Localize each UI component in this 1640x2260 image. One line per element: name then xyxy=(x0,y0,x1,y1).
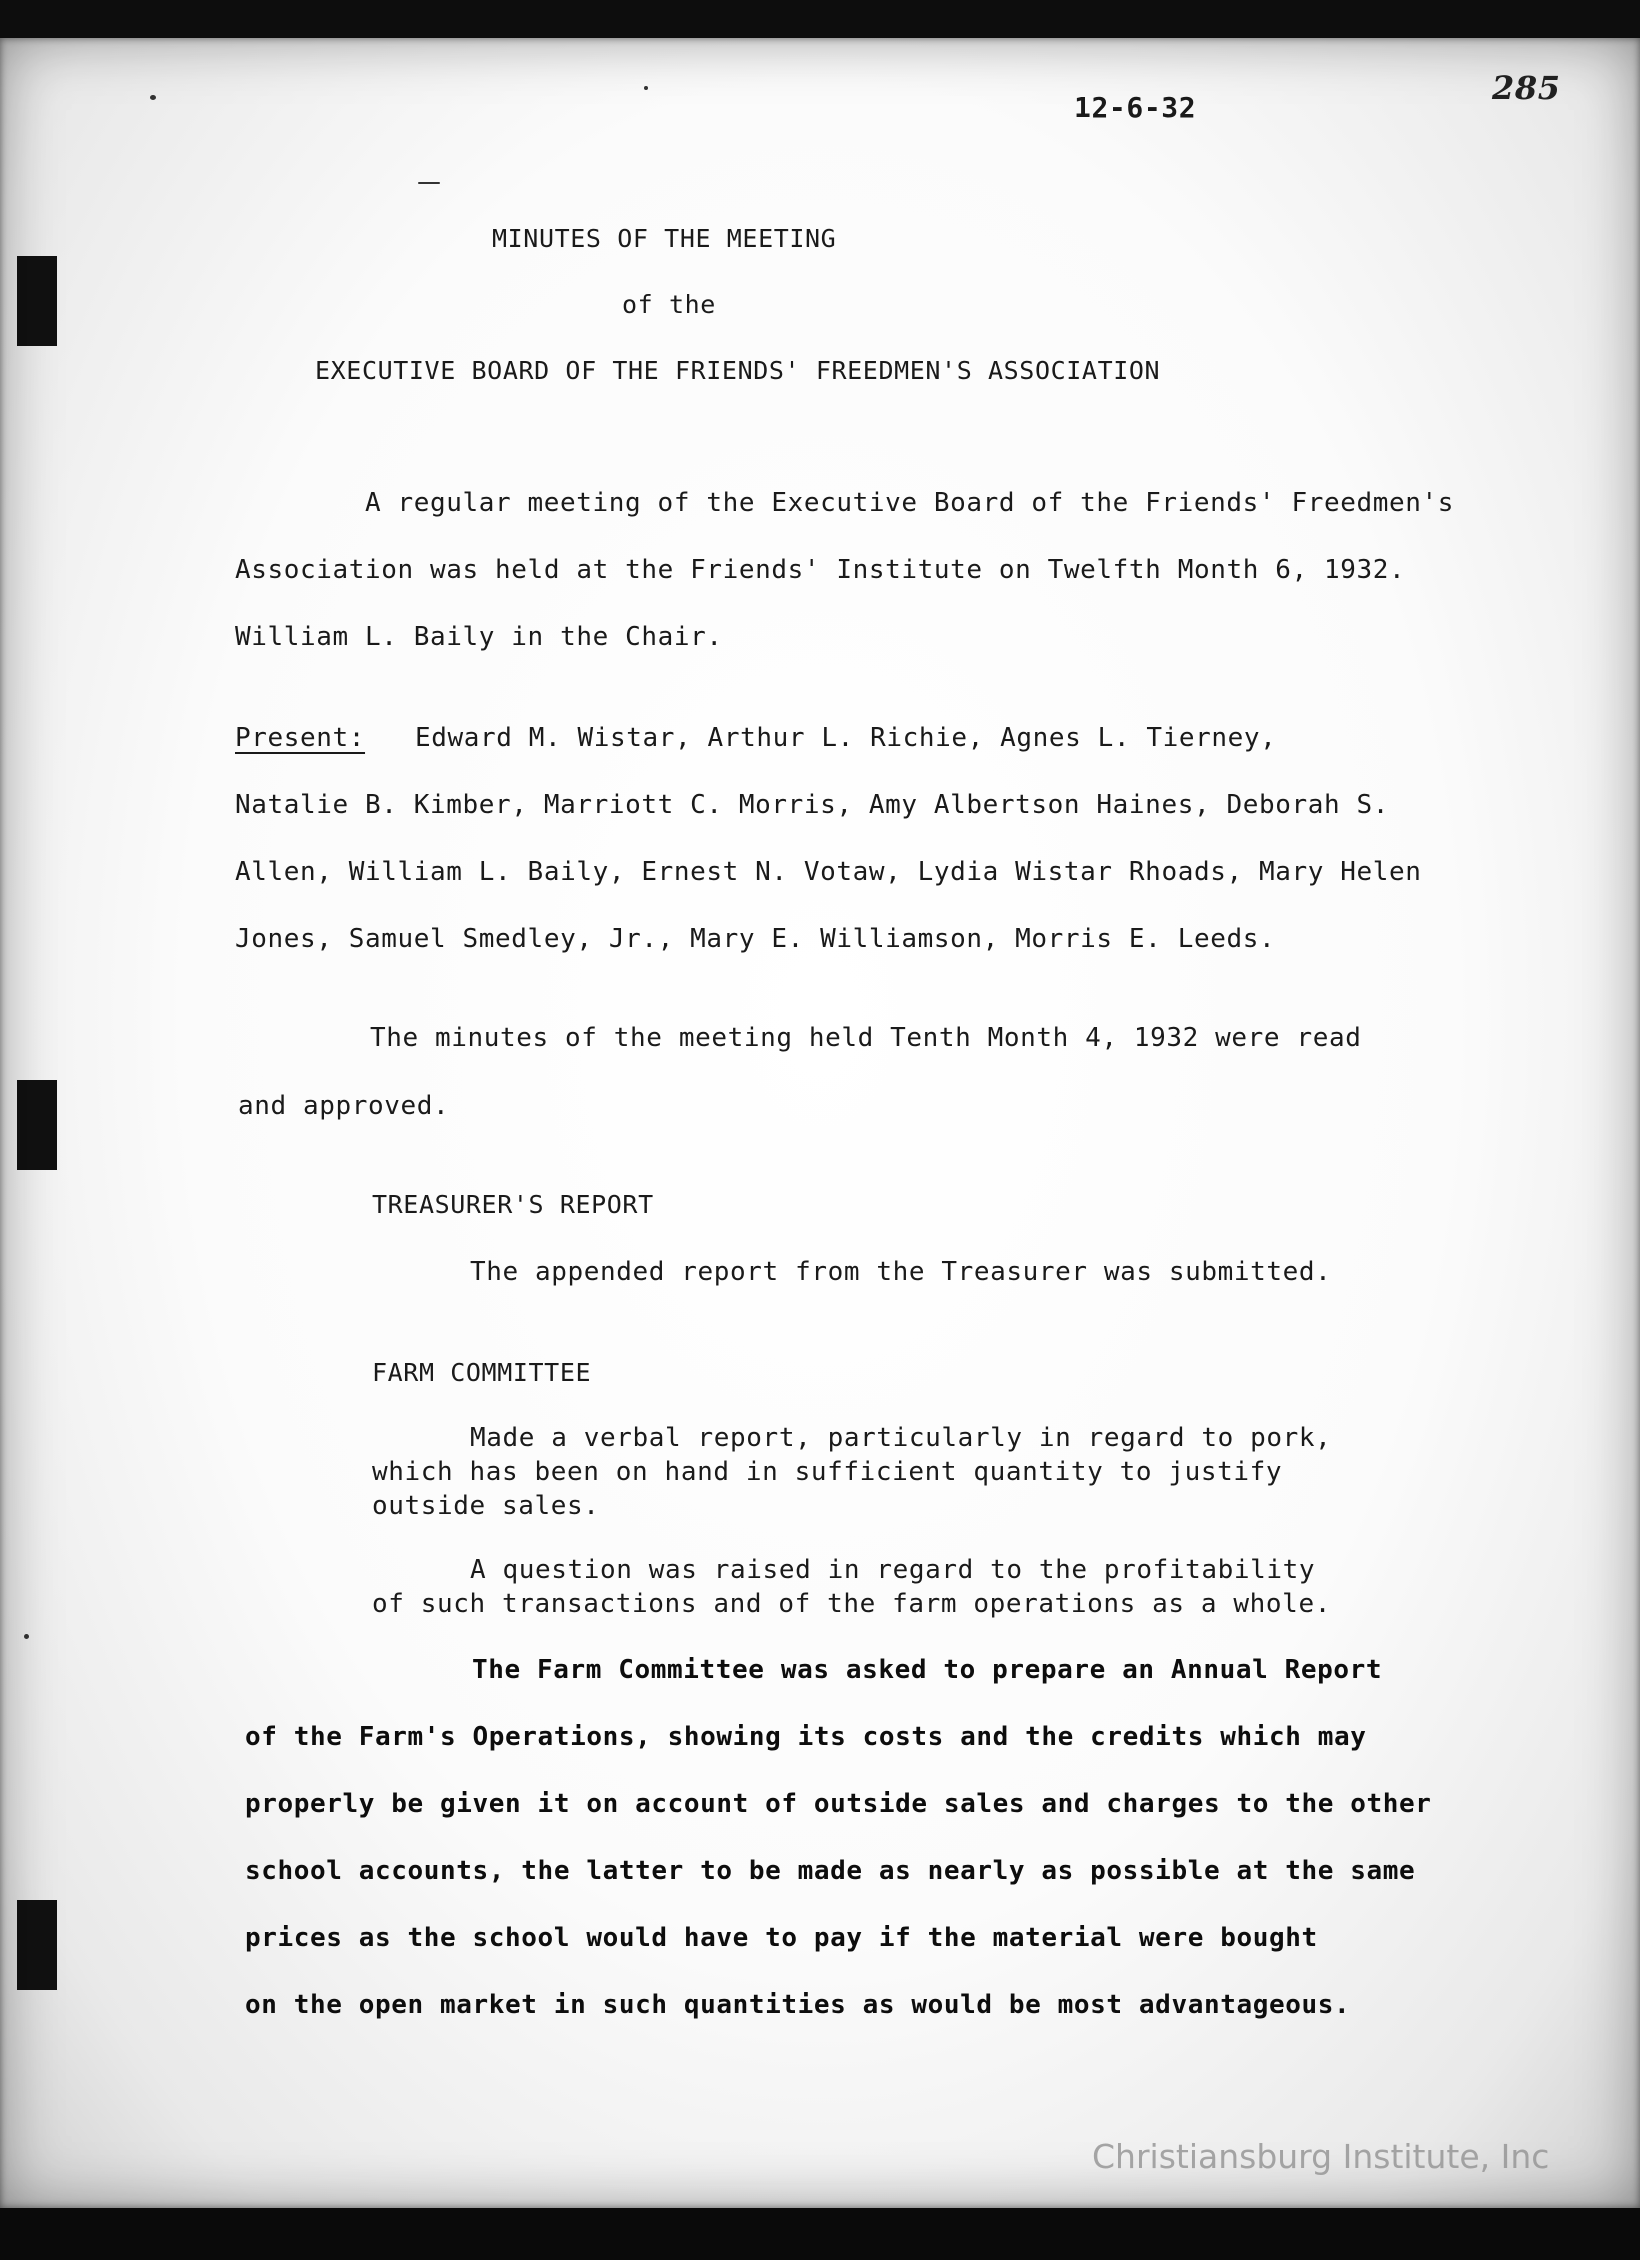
folio-number: 285 xyxy=(1492,69,1561,107)
farm-para1-line: which has been on hand in sufficient quantity to justify xyxy=(372,1457,1283,1487)
farm-para3-line: of the Farm's Operations, showing its costs and the credits which may xyxy=(245,1722,1367,1752)
present-line: Edward M. Wistar, Arthur L. Richie, Agnes L. Tierney, xyxy=(415,723,1277,753)
farm-para2-line: of such transactions and of the farm operations as a whole. xyxy=(372,1589,1331,1619)
film-border xyxy=(0,2208,1640,2260)
present-label: Present: xyxy=(235,723,366,753)
document-date: 12-6-32 xyxy=(1074,91,1197,124)
watermark: Christiansburg Institute, Inc xyxy=(1092,2137,1550,2176)
farm-para3-line: properly be given it on account of outside sales and charges to the other xyxy=(245,1789,1432,1819)
present-line: Jones, Samuel Smedley, Jr., Mary E. Williamson, Morris E. Leeds. xyxy=(235,924,1276,954)
farm-para1-line: Made a verbal report, particularly in regard to pork, xyxy=(470,1423,1332,1453)
registration-mark xyxy=(17,256,57,346)
minutes-line: The minutes of the meeting held Tenth Month 4, 1932 were read xyxy=(370,1023,1362,1053)
farm-para3-line: on the open market in such quantities as would be most advantageous. xyxy=(245,1990,1351,2020)
speck xyxy=(418,182,440,184)
treasurer-text: The appended report from the Treasurer was submitted. xyxy=(470,1257,1332,1287)
farm-para2-line: A question was raised in regard to the profitability xyxy=(470,1555,1316,1585)
farm-para3-line: school accounts, the latter to be made as nearly as possible at the same xyxy=(245,1856,1416,1886)
registration-mark xyxy=(17,1900,57,1990)
speck xyxy=(150,95,156,100)
title-line-3: EXECUTIVE BOARD OF THE FRIENDS' FREEDMEN'S ASSOCIATION xyxy=(315,356,1161,385)
farm-para3-line: The Farm Committee was asked to prepare an Annual Report xyxy=(472,1655,1383,1685)
present-line: Allen, William L. Baily, Ernest N. Votaw, Lydia Wistar Rhoads, Mary Helen xyxy=(235,857,1422,887)
title-line-1: MINUTES OF THE MEETING xyxy=(492,224,837,253)
speck xyxy=(644,86,648,90)
farm-para1-line: outside sales. xyxy=(372,1491,600,1521)
farm-para3-line: prices as the school would have to pay if the material were bought xyxy=(245,1923,1318,1953)
intro-line: William L. Baily in the Chair. xyxy=(235,622,723,652)
farm-heading: FARM COMMITTEE xyxy=(372,1358,592,1387)
registration-mark xyxy=(17,1080,57,1170)
intro-line: Association was held at the Friends' Institute on Twelfth Month 6, 1932. xyxy=(235,555,1406,585)
speck xyxy=(24,1634,29,1639)
present-line: Natalie B. Kimber, Marriott C. Morris, Amy Albertson Haines, Deborah S. xyxy=(235,790,1389,820)
document-page xyxy=(0,38,1640,2208)
title-line-2: of the xyxy=(622,290,716,319)
minutes-line: and approved. xyxy=(238,1091,450,1121)
intro-line: A regular meeting of the Executive Board of the Friends' Freedmen's xyxy=(365,488,1454,518)
treasurer-heading: TREASURER'S REPORT xyxy=(372,1190,654,1219)
